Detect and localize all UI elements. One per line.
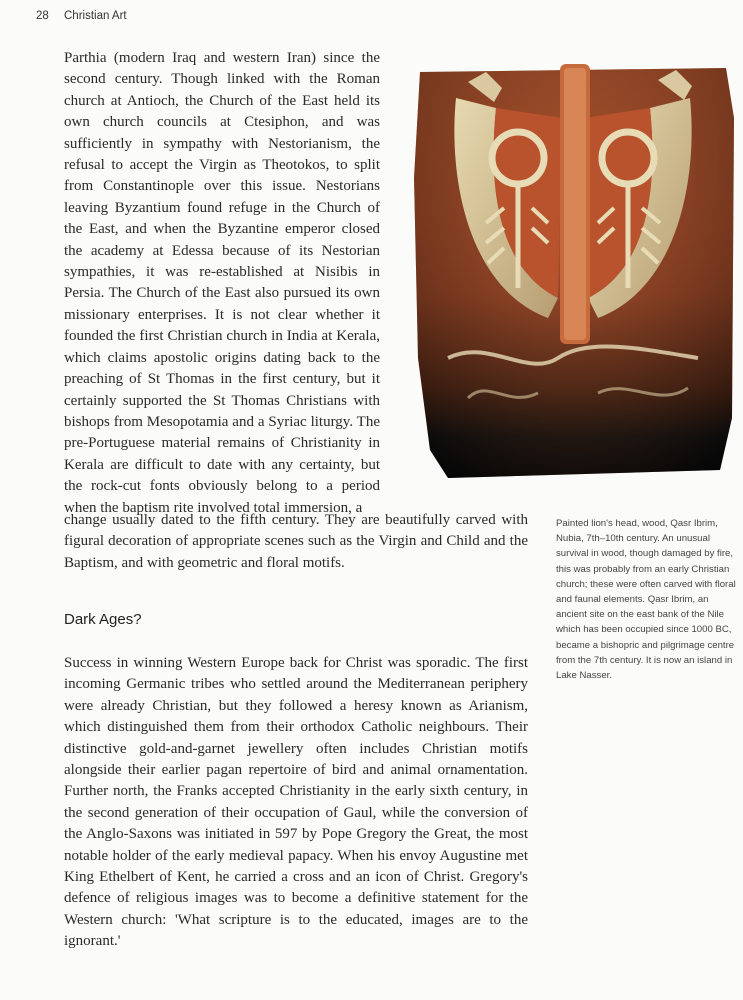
body-text-wide — [64, 510, 528, 574]
body-column-narrow — [64, 48, 380, 519]
running-header — [36, 10, 127, 22]
paragraph-dark-ages: Success in winning Western Europe back for Christ was sporadic. The first incoming Germanic tribes who settled around the Mediterranean periphery were already Christian, but they followed a heresy known as Arianism, which distinguished them from their orthodox Catholic neighbours. Their distinctive gold-and-garnet jewellery often includes Christian motifs alongside their earlier pagan repertoire of bird and animal ornamentation. Further north, the Franks accepted Christianity in the early sixth century, in the second generation of their occupation of Gaul, while the conversion of the Anglo-Saxons was initiated in 597 by Pope Gregory the Great, the most notable holder of the early medieval papacy. When his envoy Augustine met King Ethelbert of Kent, he carried a cross and an icon of Christ. Gregory's defence of religious images was to become a definitive statement for the Western church: 'What scripture is to the educated, images are to the ignorant.' — [64, 655, 528, 950]
body-text-dark-ages — [64, 653, 528, 953]
section-heading: Dark Ages? — [64, 611, 142, 628]
lion-head-figure — [408, 58, 738, 498]
paragraph-continuation: change usually dated to the fifth century. They are beautifully carved with figural decoration of appropriate scenes such as the Virgin and Child and the Baptism, and with geometric and floral motifs. — [64, 512, 528, 571]
figure-caption: Painted lion's head, wood, Qasr Ibrim, Nubia, 7th–10th century. An unusual survival in wood, though damaged by fire, this was probably from an early Christian church; these were often carved with floral and faunal elements. Qasr Ibrim, an ancient site on the east bank of the Nile which has been occupied since 1000 BC, became a bishopric and pilgrimage centre from the 7th century. It is now an island in Lake Nasser. — [556, 518, 736, 682]
paragraph-kerala: Parthia (modern Iraq and western Iran) since the second century. Though linked with the Roman church at Antioch, the Church of the East held its own church councils at Ctesiphon, and was sufficiently in sympathy with Nestorianism, the refusal to accept the Virgin as Theotokos, to split from Constantinople over this issue. Nestorians leaving Byzantium found refuge in the Church of the East, and when the Byzantine emperor closed the academy at Edessa because of its Nestorian sympathies, it was re-established at Nisibis in Persia. The Church of the East also pursued its own missionary enterprises. It is not clear whether it founded the first Christian church in India at Kerala, which claims apostolic origins dating back to the preaching of St Thomas in the first century, but it certainly supported the St Thomas Christians with bishops from Mesopotamia and a Syriac liturgy. The pre-Portuguese material remains of Christianity in Kerala are difficult to date with any certainty, but the rock-cut fonts obviously belong to a period when the baptism rite involved total immersion, a — [64, 50, 380, 516]
page-number: 28 — [36, 10, 49, 22]
running-title: Christian Art — [64, 10, 127, 22]
carved-wooden-lion-head-image — [408, 58, 738, 498]
